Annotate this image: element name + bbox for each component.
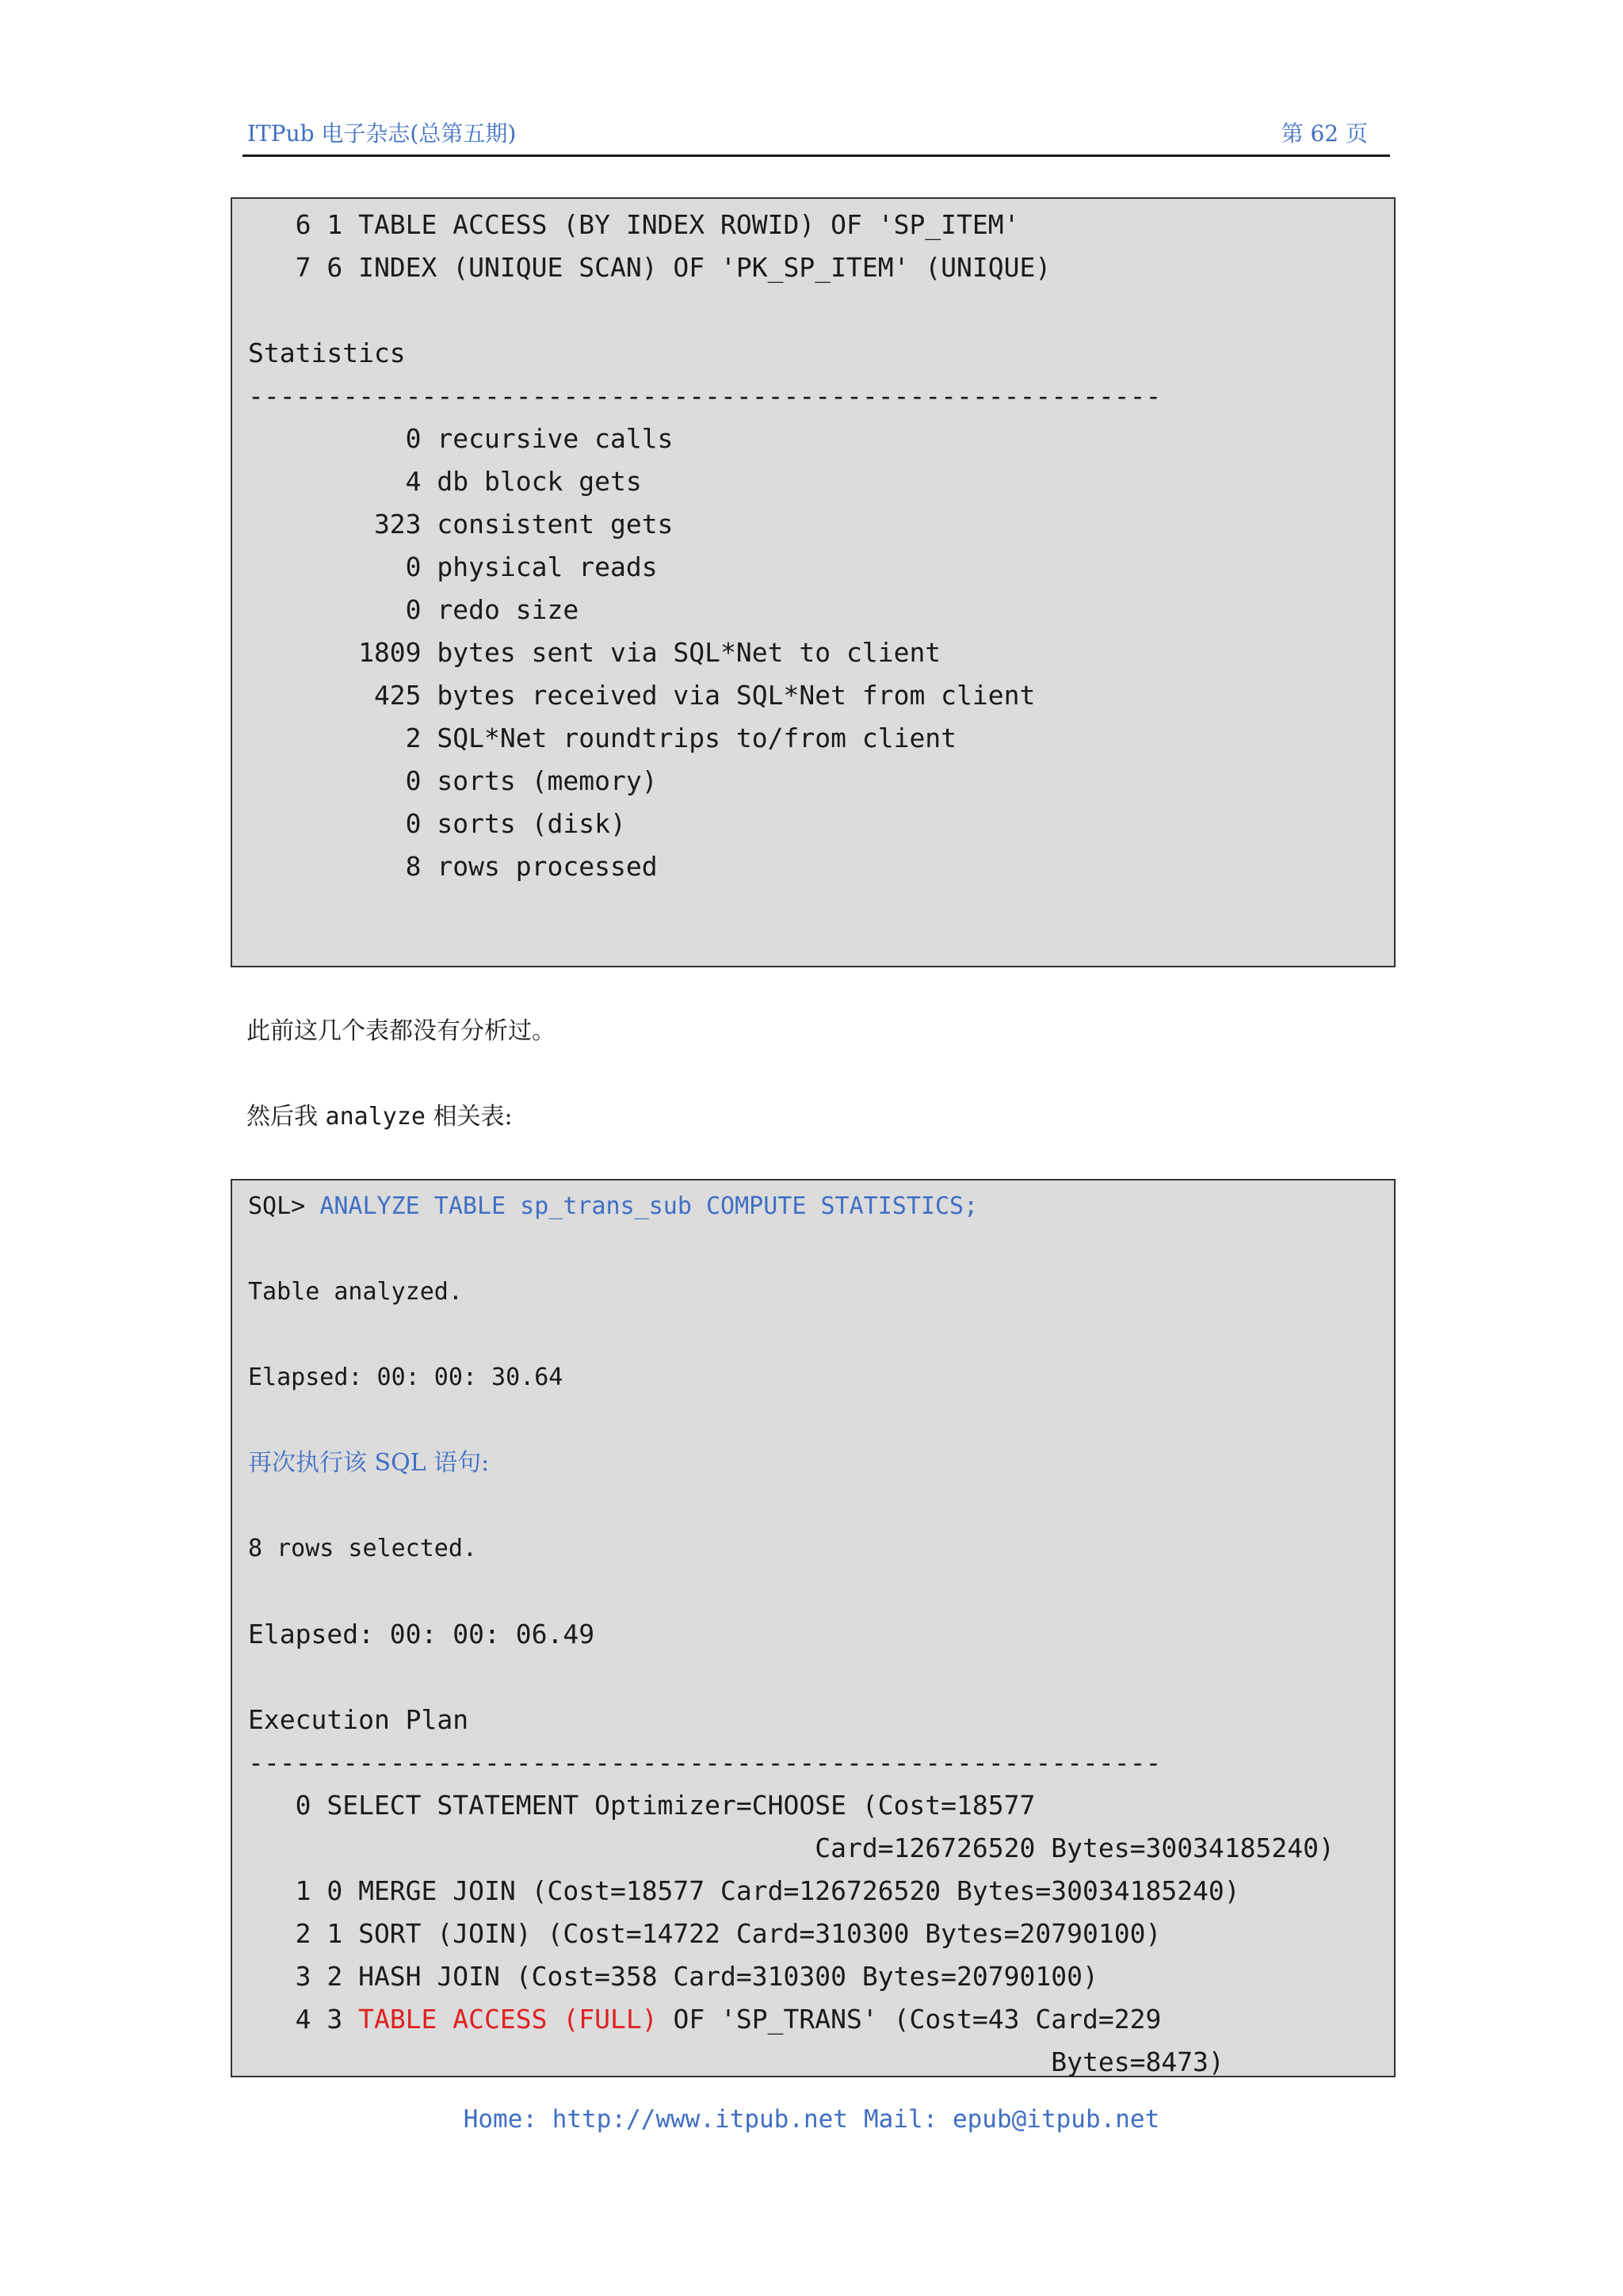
sql-command-line [248,1185,1335,1228]
sql-command: ANALYZE TABLE sp_trans_sub COMPUTE STATISTICS; [319,1192,979,1220]
code-line: 8 rows selected. [248,1535,477,1562]
plan-line: 0 SELECT STATEMENT Optimizer=CHOOSE (Cost=18577 [248,1790,1036,1821]
home-link[interactable]: Home: http://www.itpub.net [463,2105,848,2134]
code-block-analyze [231,1179,1396,2077]
code-line: 0 sorts (memory) [248,765,658,796]
inline-code: analyze [325,1103,426,1131]
paragraph-text: 相关表: [425,1103,513,1131]
code-block-statistics [231,197,1396,967]
blank-line [248,1656,1335,1699]
code-line: 0 physical reads [248,551,658,582]
code-line: Table analyzed. [248,1278,463,1306]
plan-suffix: OF 'SP_TRANS' (Cost=43 Card=229 [657,2004,1162,2035]
magazine-title: ITPub 电子杂志(总第五期) [247,120,517,147]
blank-line [248,1485,1335,1527]
plan-line: 2 1 SORT (JOIN) (Cost=14722 Card=310300 Bytes=20790100) [248,1918,1162,1949]
code-line: Statistics [248,338,406,368]
code-line: 6 1 TABLE ACCESS (BY INDEX ROWID) OF 'SP_ITEM' [248,209,1020,240]
divider-line: ---------------------------------------------------------- [248,1747,1162,1778]
mail-link[interactable]: Mail: epub@itpub.net [863,2105,1160,2134]
code-line: 1809 bytes sent via SQL*Net to client [248,637,941,668]
code-line: 0 sorts (disk) [248,808,626,839]
code-line: 4 db block gets [248,466,642,497]
code-line: 8 rows processed [248,851,658,882]
rerun-note: 再次执行该 SQL 语句: [248,1449,490,1477]
paragraph-not-analyzed: 此前这几个表都没有分析过。 [246,1017,556,1045]
plan-line [248,1998,1335,2041]
code-block-analyze-text [248,1185,1335,2084]
sql-prompt: SQL> [248,1192,320,1220]
plan-line: 1 0 MERGE JOIN (Cost=18577 Card=126726520 Bytes=30034185240) [248,1875,1240,1906]
highlighted-full-scan: TABLE ACCESS (FULL) [358,2004,658,2035]
plan-line: 3 2 HASH JOIN (Cost=358 Card=310300 Bytes=20790100) [248,1961,1098,1992]
plan-prefix: 4 3 [248,2004,359,2035]
code-line: 0 recursive calls [248,423,674,454]
code-line: Execution Plan [248,1704,469,1735]
paragraph-text: 然后我 [246,1103,326,1131]
paragraph-analyze-tables [246,1101,513,1133]
code-line: 425 bytes received via SQL*Net from client [248,680,1036,711]
code-line: 323 consistent gets [248,509,674,540]
blank-line [248,1228,1335,1271]
code-line: 2 SQL*Net roundtrips to/from client [248,723,957,753]
code-line: Elapsed: 00: 00: 06.49 [248,1619,595,1650]
plan-line: Bytes=8473) [248,2046,1224,2077]
code-line: Elapsed: 00: 00: 30.64 [248,1363,563,1391]
page-footer [0,2105,1623,2134]
plan-line: Card=126726520 Bytes=30034185240) [248,1833,1335,1863]
code-line [248,289,1161,332]
code-line: 0 redo size [248,594,579,625]
blank-line [248,1399,1335,1442]
page-header [242,115,1390,157]
blank-line [248,1314,1335,1356]
page-number: 第 62 页 [1281,120,1368,147]
code-line: 7 6 INDEX (UNIQUE SCAN) OF 'PK_SP_ITEM' (UNIQUE) [248,252,1052,283]
code-line: ---------------------------------------------------------- [248,380,1162,411]
code-block-statistics-text [248,204,1161,888]
blank-line [248,1570,1335,1613]
